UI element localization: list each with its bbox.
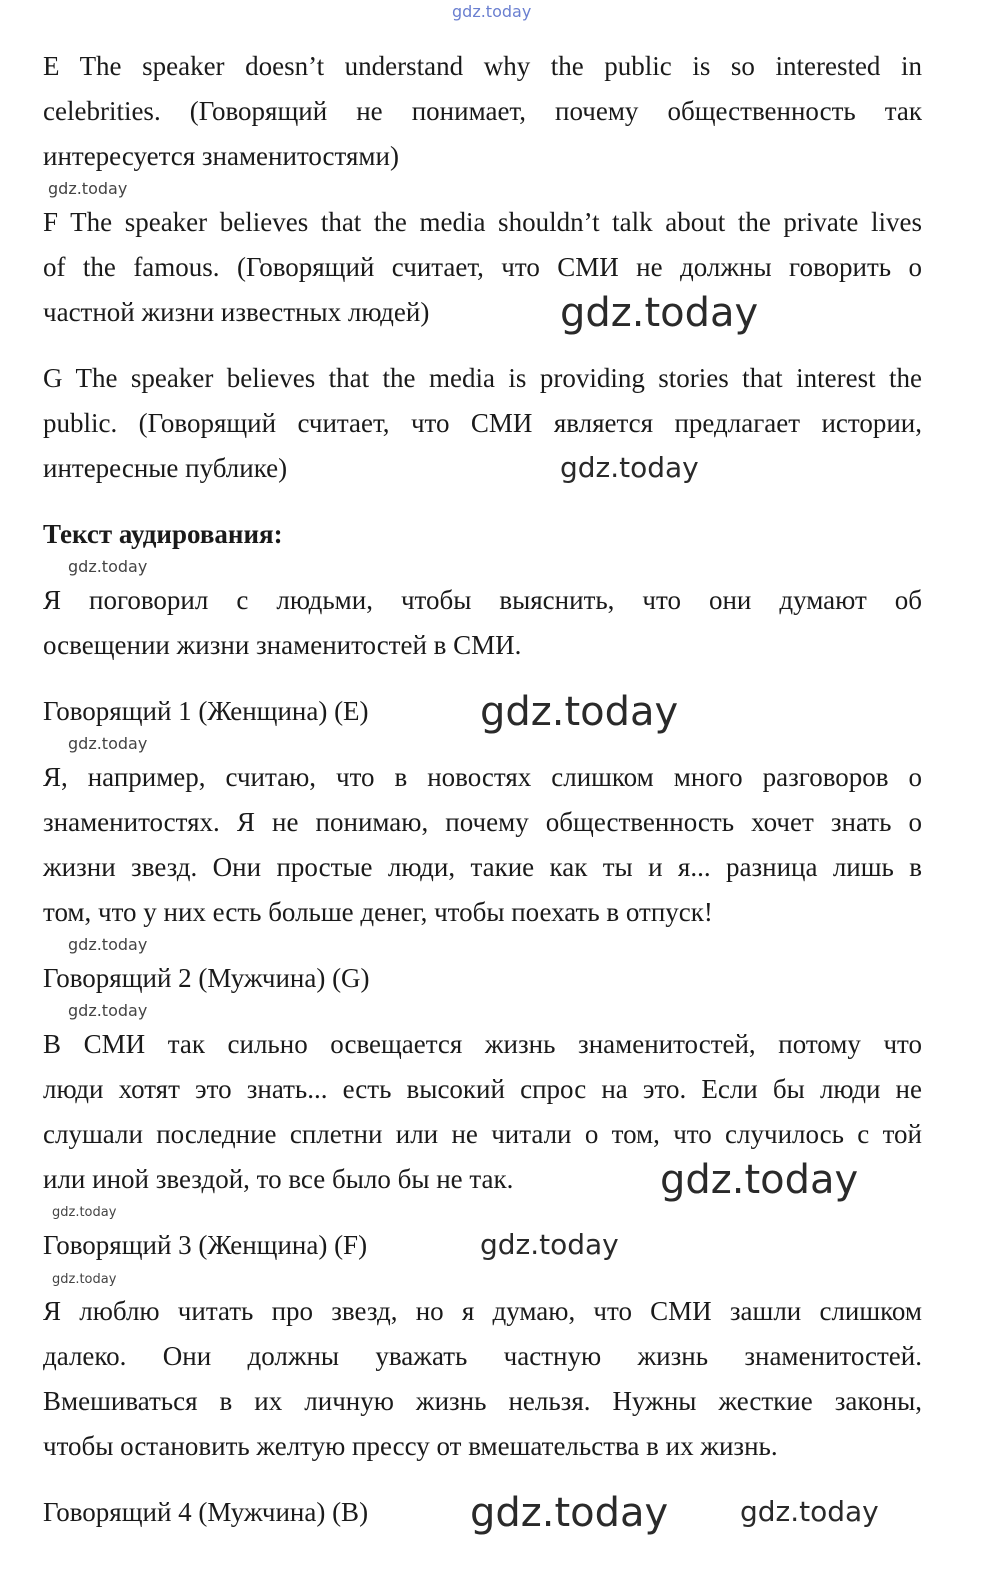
text-line: Я люблю читать про звезд, но я думаю, что СМИ зашли слишком — [43, 1296, 922, 1326]
text-line: of the famous. (Говорящий считает, что СМИ не должны говорить о — [43, 252, 922, 282]
watermark: gdz.today — [470, 1490, 669, 1536]
watermark: gdz.today — [560, 290, 759, 336]
text-line: Говорящий 3 (Женщина) (F) — [43, 1230, 368, 1260]
watermark: gdz.today — [68, 935, 148, 954]
text-line: интересуется знаменитостями) — [43, 141, 399, 171]
text-line: люди хотят это знать... есть высокий спрос на это. Если бы люди не — [43, 1074, 922, 1104]
text-line: E The speaker doesn’t understand why the public is so interested in — [43, 51, 922, 81]
text-line: том, что у них есть больше денег, чтобы поехать в отпуск! — [43, 897, 713, 927]
watermark: gdz.today — [480, 689, 679, 735]
text-line: В СМИ так сильно освещается жизнь знаменитостей, потому что — [43, 1029, 922, 1059]
text-line: public. (Говорящий считает, что СМИ является предлагает истории, — [43, 408, 922, 438]
text-line: жизни звезд. Они простые люди, такие как ты и я... разница лишь в — [43, 852, 922, 882]
text-line: Говорящий 2 (Мужчина) (G) — [43, 963, 370, 993]
text-line: далеко. Они должны уважать частную жизнь знаменитостей. — [43, 1341, 922, 1371]
text-line: знаменитостях. Я не понимаю, почему общественность хочет знать о — [43, 807, 922, 837]
text-line: слушали последние сплетни или не читали о том, что случилось с той — [43, 1119, 922, 1149]
text-line: celebrities. (Говорящий не понимает, почему общественность так — [43, 96, 922, 126]
watermark: gdz.today — [452, 2, 532, 21]
text-line: освещении жизни знаменитостей в СМИ. — [43, 630, 522, 660]
text-line: Я, например, считаю, что в новостях слишком много разговоров о — [43, 762, 922, 792]
paragraph-option-e — [43, 44, 922, 179]
text-line: чтобы остановить желтую прессу от вмешательства в их жизнь. — [43, 1431, 778, 1461]
watermark: gdz.today — [740, 1495, 879, 1528]
text-line: Вмешиваться в их личную жизнь нельзя. Нужны жесткие законы, — [43, 1386, 922, 1416]
paragraph-speaker-2 — [43, 956, 922, 1001]
paragraph-heading — [43, 512, 922, 557]
paragraph-speaker-1-text — [43, 755, 922, 935]
text-line: Говорящий 4 (Мужчина) (B) — [43, 1497, 369, 1527]
text-line: интересные публике) — [43, 453, 288, 483]
text-line: или иной звездой, то все было бы не так. — [43, 1164, 514, 1194]
watermark: gdz.today — [68, 1001, 148, 1020]
text-line: G The speaker believes that the media is providing stories that interest the — [43, 363, 922, 393]
watermark: gdz.today — [52, 1205, 117, 1220]
text-line: F The speaker believes that the media shouldn’t talk about the private lives — [43, 207, 922, 237]
watermark: gdz.today — [52, 1272, 117, 1287]
watermark: gdz.today — [48, 179, 128, 198]
paragraph-speaker-3-text — [43, 1289, 922, 1469]
paragraph-option-f — [43, 200, 922, 335]
watermark: gdz.today — [560, 451, 699, 484]
watermark: gdz.today — [68, 557, 148, 576]
watermark: gdz.today — [68, 734, 148, 753]
watermark: gdz.today — [480, 1228, 619, 1261]
text-line: Я поговорил с людьми, чтобы выяснить, что они думают об — [43, 585, 922, 615]
paragraph-intro — [43, 578, 922, 668]
paragraph-option-g — [43, 356, 922, 491]
text-line: Говорящий 1 (Женщина) (E) — [43, 696, 369, 726]
text-line: частной жизни известных людей) — [43, 297, 430, 327]
text-line: Текст аудирования: — [43, 519, 283, 549]
watermark: gdz.today — [660, 1157, 859, 1203]
